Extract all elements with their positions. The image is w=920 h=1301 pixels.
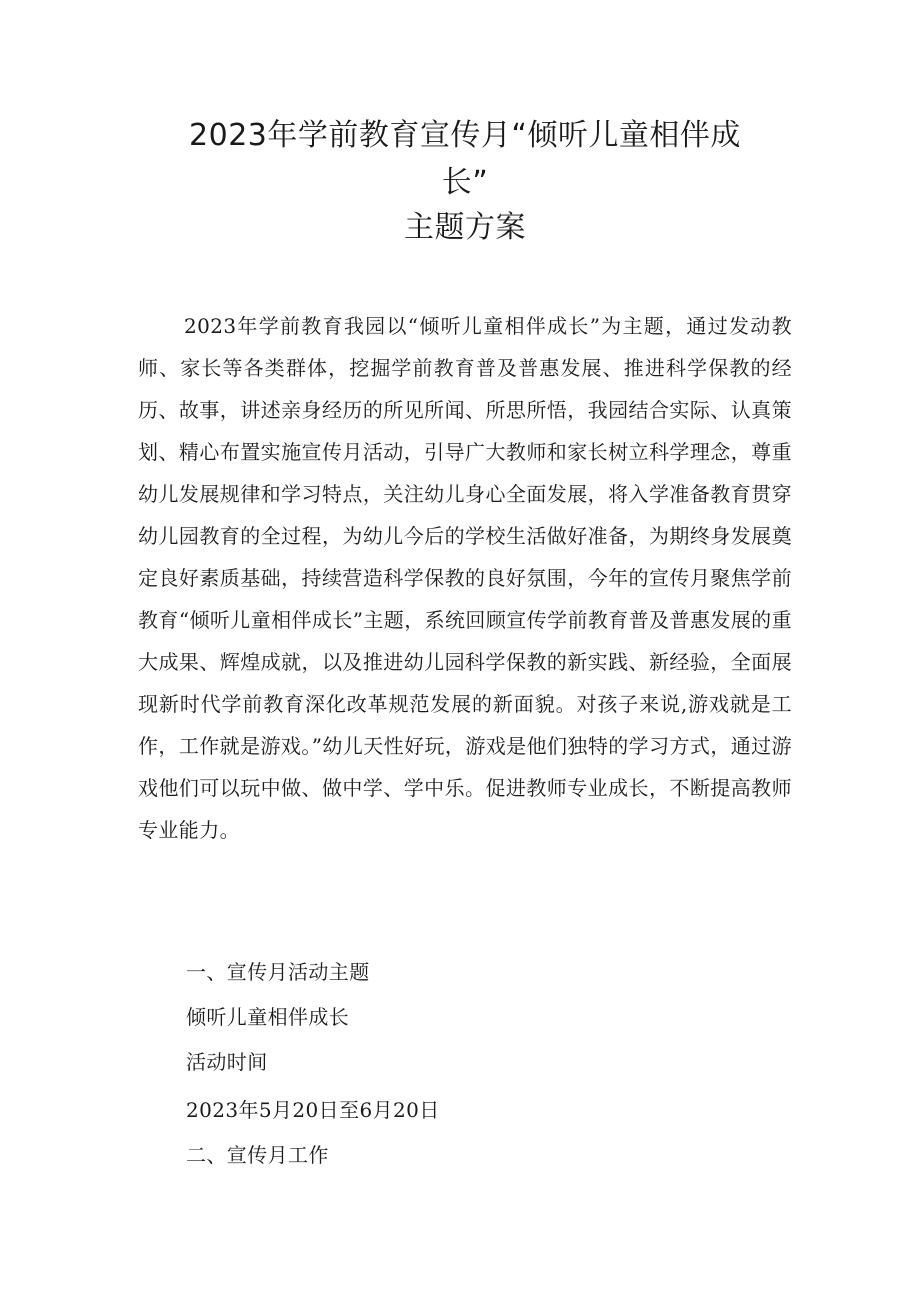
- section-2-heading: 二、宣传月工作: [186, 1143, 329, 1167]
- section-1-heading: 一、宣传月活动主题: [186, 960, 370, 984]
- activity-time-label: 活动时间: [186, 1050, 268, 1074]
- document-subtitle: 主题方案: [404, 210, 526, 245]
- document-title-line-2: 长”: [441, 165, 489, 200]
- section-1-theme: 倾听儿童相伴成长: [186, 1005, 350, 1029]
- document-title-line-1: 2023年学前教育宣传月“倾听儿童相伴成: [189, 118, 741, 153]
- activity-time-value: 2023年5月20日至6月20日: [186, 1098, 440, 1122]
- intro-paragraph: 2023年学前教育我园以“倾听儿童相伴成长”为主题，通过发动教师、家长等各类群体，挖掘学前教育普及普惠发展、推进科学保教的经历、故事，讲述亲身经历的所见所闻、所思所悟，我园结合实际、认真策划、精心布置实施宣传月活动，引导广大教师和家长树立科学理念，尊重幼儿发展规律和学习特点，关注幼儿身心全面发展，将入学准备教育贯穿幼儿园教育的全过程，为幼儿今后的学校生活做好准备，为期终身发展奠定良好素质基础，持续营造科学保教的良好氛围，今年的宣传月聚焦学前教育“倾听儿童相伴成长”主题，系统回顾宣传学前教育普及普惠发展的重大成果、辉煌成就，以及推进幼儿园科学保教的新实践、新经验，全面展现新时代学前教育深化改革规范发展的新面貌。对孩子来说,游戏就是工作，工作就是游戏。”幼儿天性好玩，游戏是他们独特的学习方式，通过游戏他们可以玩中做、做中学、学中乐。促进教师专业成长，不断提高教师专业能力。: [138, 314, 792, 842]
